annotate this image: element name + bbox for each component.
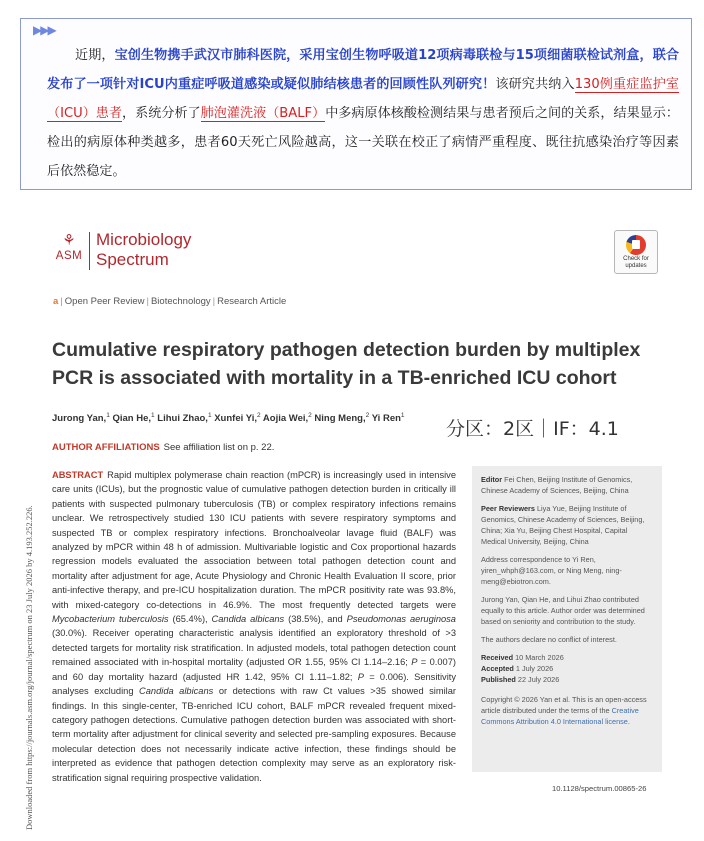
copyright-notice: Copyright © 2026 Yan et al. This is an open-access article distributed under the terms of the Creative Commons Attribution 4.0 International license. bbox=[481, 695, 647, 726]
peer-reviewers-info: Peer Reviewers Liya Yue, Beijing Institute of Genomics, Chinese Academy of Sciences, Beijing, China; Xia Yu, Beijing Chest Hospital, Capital Medical University, Beijing, China bbox=[481, 504, 645, 546]
download-note: Downloaded from https://journals.asm.org/journal/spectrum on 23 July 2026 by 4.193.252.226. bbox=[24, 505, 34, 830]
journal-divider bbox=[89, 232, 90, 270]
journal-name: Microbiology Spectrum bbox=[96, 230, 192, 269]
abstract: ABSTRACT Rapid multiplex polymerase chain reaction (mPCR) is increasingly used in intensive care units (ICUs), but the prognostic value of cumulative pathogen detection burden in critically ill patients with suspected pulmonary tuberculosis (TB) or complex respiratory infections remains unclear. We retrospectively studied 130 ICU patients with severe respiratory symptoms and suspected TB or complex respiratory infections. Bronchoalveolar lavage fluid (BALF) was analyzed by mPCR within 48 h of admission. Multivariable logistic and Cox proportional hazards regression models evaluated the association between total pathogen detection count and mortality after adjustment for age, Acute Physiology and Chronic Health Evaluation II score, prior anti-infective therapy, and pre-ICU hospitalization duration. The mPCR positivity rate was 93.8%, with mixed-category co-detections in 46.9%. The most frequently detected targets were Mycobacterium tuberculosis (65.4%), Candida albicans (38.5%), and Pseudomonas aeruginosa (30.0%). Receiver operating characteristic analysis identified an exploratory threshold of >3 detected targets for mortality risk stratification. In adjusted models, total pathogen detection count remained associated with in-hospital mortality (adjusted OR 1.55, 95% CI 1.14–2.16; P = 0.007) and 60 day mortality hazard (adjusted HR 1.42, 95% CI 1.11–1.82; P = 0.006). Sensitivity analyses excluding Candida albicans or detections with raw Ct values >35 showed similar findings. In this single-center, TB-enriched ICU cohort, BALF mPCR revealed frequent mixed-category pathogen detections. Cumulative pathogen detection burden was associated with short-term mortality after adjustment for clinical severity and selected pre-sampling exposures. Because molecular detection does not necessarily indicate active infection, these findings should be interpreted as evidence that pathogen detection complexity may serve as an exploratory risk-stratification signal requiring prospective validation. bbox=[52, 470, 457, 783]
asm-logo: ⚘ ASM bbox=[52, 232, 86, 262]
open-access-icon: a bbox=[53, 296, 59, 307]
article-type-line: a | Open Peer Review | Biotechnology | Research Article bbox=[53, 296, 287, 307]
doi-link[interactable]: 10.1128/spectrum.00865-26 bbox=[552, 784, 647, 793]
summary-box bbox=[20, 18, 692, 190]
triple-arrow-icon: ▶▶▶ bbox=[33, 23, 55, 37]
check-updates-label: Check for updates bbox=[623, 256, 649, 269]
article-info-sidebar bbox=[472, 466, 662, 772]
author-list: Jurong Yan,$^1$ Qian He,$^1$ Lihui Zhao,$^1$ Xunfei Yi,$^2$ Aojia Wei,$^2$ Ning Meng,$^2$ Yi Ren$^1$ bbox=[52, 412, 405, 425]
check-for-updates-button[interactable] bbox=[614, 230, 658, 274]
open-peer-review-link[interactable]: Open Peer Review bbox=[64, 296, 145, 307]
affiliations-link[interactable]: AUTHOR AFFILIATIONS bbox=[52, 442, 160, 453]
journal-ranking-badge: 分区：2区｜IF：4.1 bbox=[446, 418, 619, 440]
article-title: Cumulative respiratory pathogen detection burden by multiplex PCR is associated with mortality in a TB-enriched ICU cohort bbox=[52, 339, 641, 389]
summary-text: 近期，宝创生物携手武汉市肺科医院，采用宝创生物呼吸道12项病毒联检与15项细菌联检试剂盒，联合发布了一项针对ICU内重症呼吸道感染或疑似肺结核患者的回顾性队列研究！该研究共纳入130例重症监护室（ICU）患者，系统分析了肺泡灌洗液（BALF）中多病原体核酸检测结果与患者预后之间的关系，结果显示：检出的病原体种类越多，患者60天死亡风险越高，这一关联在校正了病情严重程度、既往抗感染治疗等因素后依然稳定。 bbox=[47, 48, 680, 179]
asm-microbe-icon: ⚘ bbox=[62, 231, 76, 249]
equal-contribution-note: Jurong Yan, Qian He, and Lihui Zhao contributed equally to this article. Author order was determined based on seniority and contribution to the study. bbox=[481, 595, 645, 626]
correspondence-info: Address correspondence to Yi Ren, yiren_whph@163.com, or Ning Meng, ning-meng@ebiotron.com. bbox=[481, 555, 622, 586]
editor-info: Editor Fei Chen, Beijing Institute of Genomics, Chinese Academy of Sciences, Beijing, China bbox=[481, 475, 633, 495]
author-affiliations: AUTHOR AFFILIATIONS See affiliation list on p. 22. bbox=[52, 442, 275, 453]
publication-history: Received 10 March 2026 Accepted 1 July 2026 Published 22 July 2026 bbox=[481, 653, 564, 684]
conflict-statement: The authors declare no conflict of interest. bbox=[481, 635, 617, 644]
bookmark-icon bbox=[626, 235, 646, 255]
license-link[interactable]: Creative Commons Attribution 4.0 International license bbox=[481, 706, 639, 726]
